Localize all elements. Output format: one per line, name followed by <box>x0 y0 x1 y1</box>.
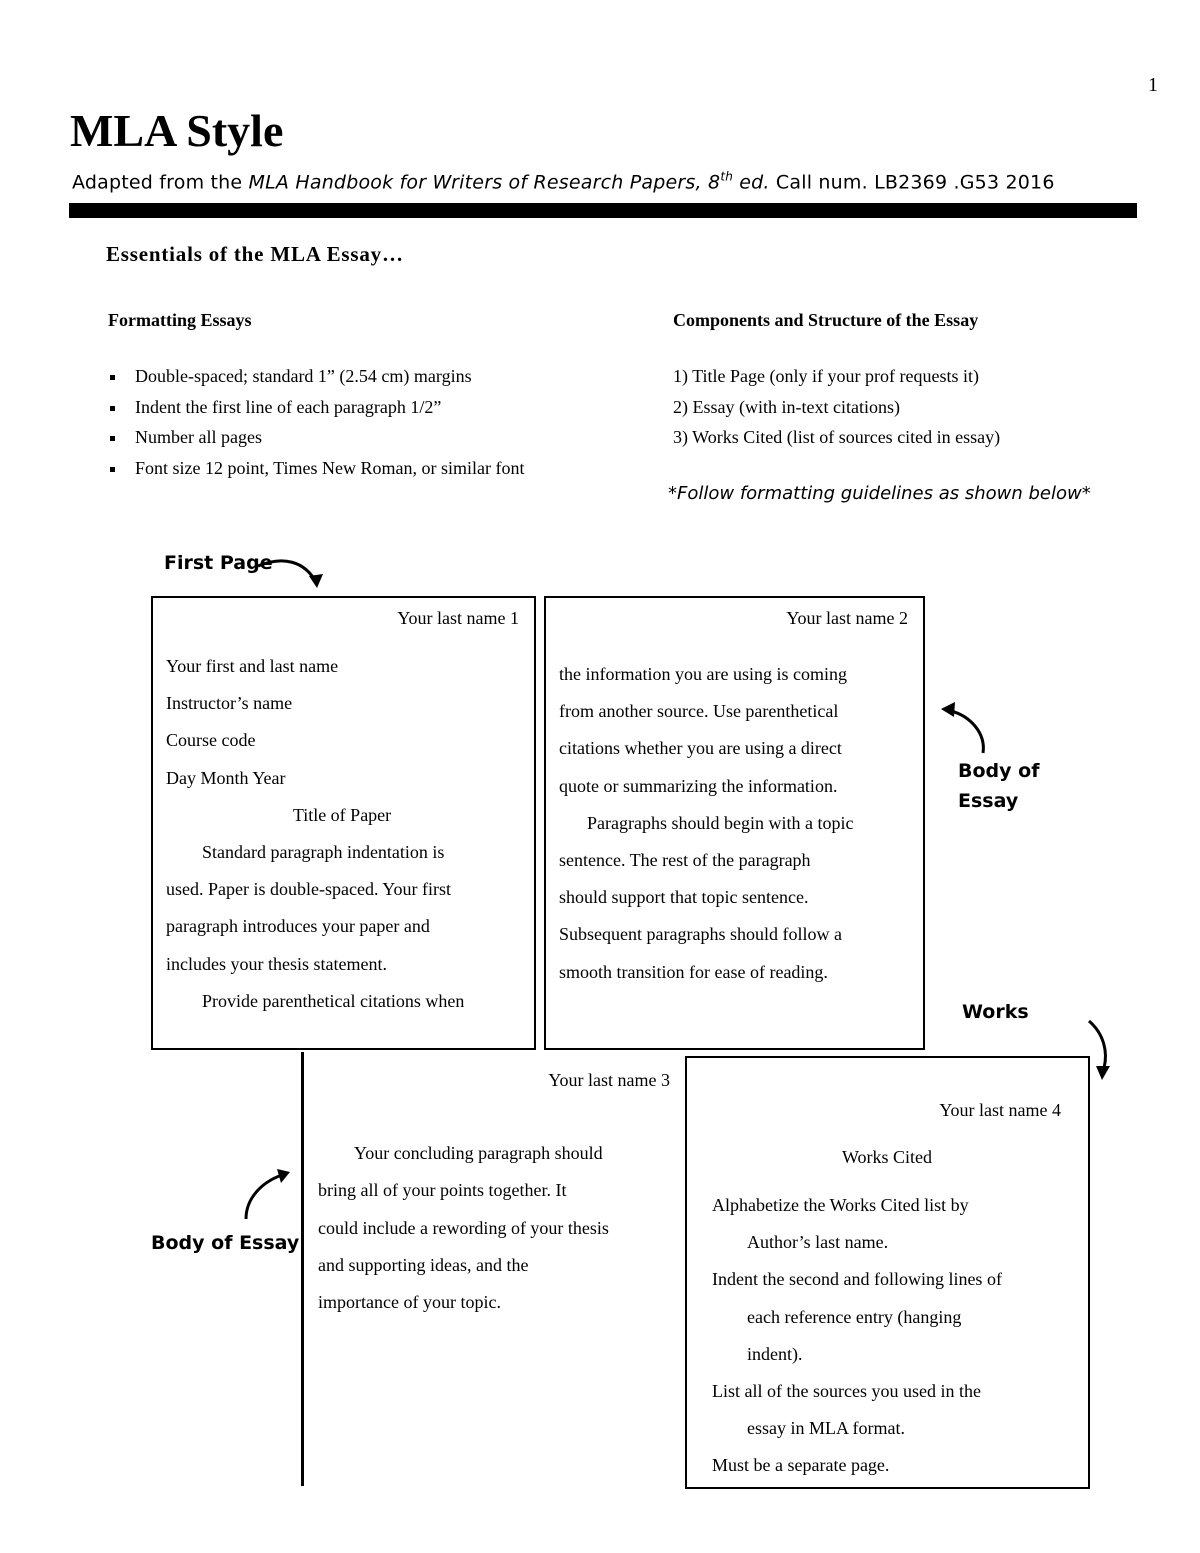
text-line: and supporting ideas, and the <box>318 1254 529 1275</box>
list-item: Number all pages <box>108 422 525 453</box>
list-item: Double-spaced; standard 1” (2.54 cm) margins <box>108 361 525 392</box>
first-page-arrow-icon <box>258 561 317 584</box>
body-of-essay-label-top: Body of Essay <box>958 760 1040 812</box>
body-of-essay-label-bottom: Body of Essay <box>151 1232 300 1254</box>
page-body <box>712 1187 1084 1485</box>
sample-page-4 <box>685 1056 1090 1489</box>
page-header: Your last name 2 <box>786 608 908 628</box>
text-line: Instructor’s name <box>166 693 293 714</box>
body-top-arrow-icon <box>951 711 983 753</box>
text-line: includes your thesis statement. <box>166 953 387 974</box>
arrowhead-icon <box>941 702 955 717</box>
arrowhead-icon <box>309 574 323 588</box>
text-line: Standard paragraph indentation is <box>202 842 445 863</box>
sample-page-1 <box>151 596 536 1050</box>
text-line: Indent the second and following lines of <box>712 1269 1002 1290</box>
text-line: Provide parenthetical citations when <box>202 990 465 1011</box>
formatting-heading: Formatting Essays <box>108 310 252 330</box>
sample-page-2 <box>544 596 925 1050</box>
page-body <box>306 1135 670 1321</box>
call-number: Call num. LB2369 .G53 2016 <box>769 171 1055 194</box>
works-cited-heading: Works Cited <box>841 1147 933 1167</box>
text-line: from another source. Use parenthetical <box>559 701 839 722</box>
text-line: Paragraphs should begin with a topic <box>587 812 854 833</box>
works-label: Works <box>962 1001 1029 1023</box>
text-line: citations whether you are using a direct <box>559 738 842 759</box>
edition-suffix: ed. <box>733 171 770 194</box>
body-bottom-arrow-icon <box>246 1175 282 1219</box>
text-line: essay in MLA format. <box>747 1418 905 1439</box>
text-line: Your concluding paragraph should <box>354 1143 603 1164</box>
edition-number: , 8 <box>695 171 721 194</box>
page-header: Your last name 4 <box>939 1100 1061 1120</box>
text-line: Day Month Year <box>166 767 286 788</box>
text-line: bring all of your points together. It <box>318 1180 567 1201</box>
document-title: MLA Style <box>70 105 284 156</box>
handbook-title: MLA Handbook for Writers of Research Papers <box>248 171 696 194</box>
list-item: Font size 12 point, Times New Roman, or similar font <box>108 453 525 484</box>
page-body <box>166 648 518 1020</box>
page-header: Your last name 1 <box>397 608 519 628</box>
arrowhead-icon <box>1096 1066 1110 1080</box>
text-line: could include a rewording of your thesis <box>318 1217 609 1238</box>
text-line: each reference entry (hanging <box>747 1306 962 1327</box>
text-line: smooth transition for ease of reading. <box>559 961 828 982</box>
page-header: Your last name 3 <box>548 1070 670 1090</box>
paper-title: Title of Paper <box>292 804 392 825</box>
page-3-edge <box>301 1052 304 1486</box>
text-line: importance of your topic. <box>318 1292 501 1313</box>
formatting-note: *Follow formatting guidelines as shown below* <box>668 483 1091 504</box>
text-line: Subsequent paragraphs should follow a <box>559 924 842 945</box>
text-line: indent). <box>747 1343 803 1364</box>
list-item: 2) Essay (with in-text citations) <box>673 396 900 417</box>
page-body <box>559 656 911 991</box>
list-item: Indent the first line of each paragraph 1/2” <box>108 392 525 423</box>
text-line: Alphabetize the Works Cited list by <box>712 1195 969 1215</box>
section-heading: Essentials of the MLA Essay… <box>106 242 404 266</box>
text-line: List all of the sources you used in the <box>712 1381 981 1402</box>
text-line: used. Paper is double-spaced. Your first <box>166 879 451 900</box>
text-line: Author’s last name. <box>747 1232 889 1253</box>
edition-superscript: th <box>720 170 734 184</box>
text-line: Course code <box>166 730 256 751</box>
text-line: should support that topic sentence. <box>559 887 809 908</box>
works-arrow-icon <box>1089 1021 1105 1068</box>
subtitle-prefix: Adapted from the <box>72 171 249 194</box>
text-line: quote or summarizing the information. <box>559 775 838 796</box>
text-line: Must be a separate page. <box>712 1455 890 1476</box>
page-number: 1 <box>1148 74 1158 96</box>
text-line: paragraph introduces your paper and <box>166 916 430 937</box>
text-line: the information you are using is coming <box>559 664 847 684</box>
text-line: sentence. The rest of the paragraph <box>559 850 811 871</box>
list-item: 3) Works Cited (list of sources cited in essay) <box>673 427 1001 447</box>
text-line: Your first and last name <box>166 656 339 676</box>
list-item: 1) Title Page (only if your prof requests it) <box>673 366 979 386</box>
components-heading: Components and Structure of the Essay <box>673 310 979 330</box>
sample-page-3 <box>306 1062 670 1321</box>
first-page-label: First Page <box>164 552 273 574</box>
